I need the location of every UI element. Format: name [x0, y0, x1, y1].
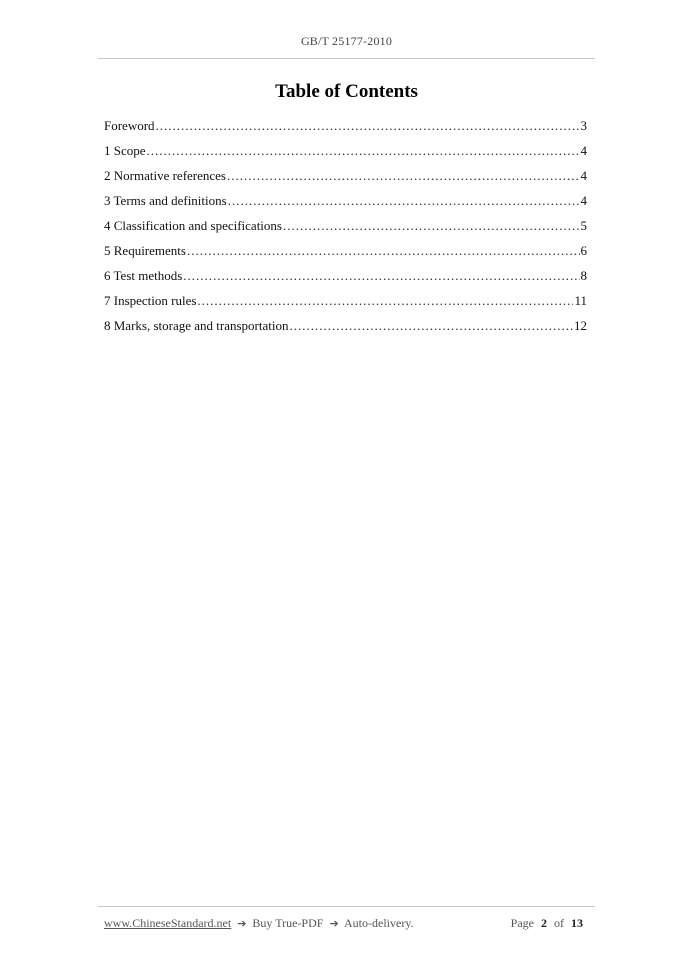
toc-entry-page: 4 — [580, 143, 587, 158]
toc-title: Table of Contents — [275, 81, 418, 102]
footer-promo — [104, 916, 414, 931]
dot-leader — [283, 218, 580, 234]
of-word: of — [554, 916, 564, 930]
toc-entry-label: 6 Test methods — [104, 268, 183, 283]
toc-entry-test-methods[interactable] — [104, 268, 587, 293]
document-code-header: GB/T 25177-2010 — [300, 34, 393, 48]
toc-entry-scope[interactable] — [104, 143, 587, 168]
site-link[interactable]: www.ChineseStandard.net — [104, 916, 232, 930]
dot-leader — [197, 293, 573, 309]
toc-entry-label: 2 Normative references — [104, 168, 226, 183]
toc-list — [104, 118, 587, 343]
toc-entry-label: 8 Marks, storage and transportation — [104, 318, 289, 333]
current-page-number: 2 — [541, 916, 547, 930]
toc-entry-page: 4 — [580, 168, 587, 183]
total-pages-number: 13 — [571, 916, 583, 930]
toc-entry-label: Foreword — [104, 118, 155, 133]
toc-entry-classification[interactable] — [104, 218, 587, 243]
toc-entry-page: 12 — [574, 318, 587, 333]
toc-entry-label: 1 Scope — [104, 143, 146, 158]
footer-divider — [98, 906, 595, 907]
auto-delivery-text: Auto-delivery. — [344, 916, 414, 930]
dot-leader — [289, 318, 573, 334]
toc-entry-page: 11 — [574, 293, 587, 308]
page-number — [511, 916, 587, 931]
toc-entry-terms-and-definitions[interactable] — [104, 193, 587, 218]
toc-entry-label: 4 Classification and specifications — [104, 218, 282, 233]
toc-entry-page: 8 — [580, 268, 587, 283]
toc-entry-page: 4 — [580, 193, 587, 208]
toc-entry-marks-storage-transportation[interactable] — [104, 318, 587, 343]
dot-leader — [228, 193, 580, 209]
page-footer — [104, 916, 587, 931]
right-arrow-icon: ➔ — [237, 917, 247, 930]
dot-leader — [183, 268, 579, 284]
toc-entry-label: 7 Inspection rules — [104, 293, 197, 308]
dot-leader — [187, 243, 580, 259]
dot-leader — [147, 143, 580, 159]
buy-pdf-text: Buy True-PDF — [252, 916, 324, 930]
toc-entry-page: 3 — [580, 118, 587, 133]
toc-entry-foreword[interactable] — [104, 118, 587, 143]
toc-entry-label: 3 Terms and definitions — [104, 193, 227, 208]
toc-entry-normative-references[interactable] — [104, 168, 587, 193]
page-word: Page — [510, 916, 534, 930]
toc-entry-page: 5 — [580, 218, 587, 233]
toc-entry-inspection-rules[interactable] — [104, 293, 587, 318]
right-arrow-icon: ➔ — [329, 917, 339, 930]
toc-entry-page: 6 — [580, 243, 587, 258]
dot-leader — [156, 118, 580, 134]
header-divider — [98, 58, 595, 59]
toc-entry-requirements[interactable] — [104, 243, 587, 268]
toc-entry-label: 5 Requirements — [104, 243, 186, 258]
dot-leader — [227, 168, 580, 184]
